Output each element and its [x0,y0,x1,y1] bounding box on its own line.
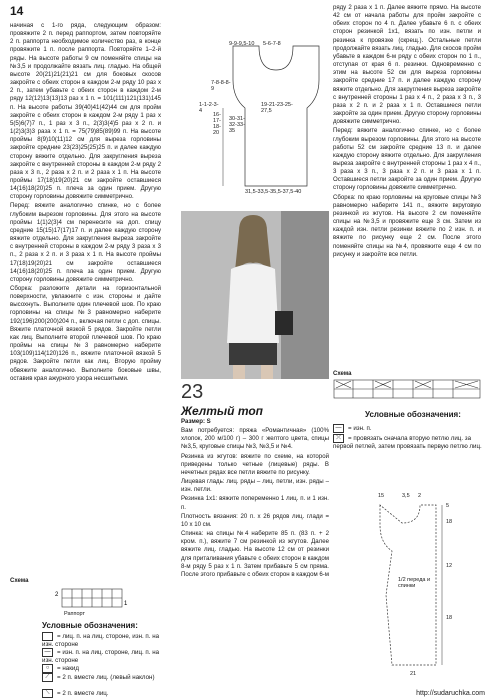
legend-title: Условные обозначения: [42,621,138,630]
paragraph: Сборка: по краю горловины на круговые спицы №3 равномерно наберите 141 п., вяжите вкруговую резинкой из жгутов. На высоте 2 см поменяйте спицы на №3,5 и провяжите еще 3 см. Затем из каждой изн. петли резинки вяжите по 2 изн. п. и вяжите по рисунку еще 2 см. После этого поменяйте спицы на №4, провяжите еще 4 см по рисунку и закройте все петли. [333,193,481,258]
schema-title-2: Схема [333,371,352,377]
pattern-diagram-right: 15 3,5 2 5 18 12 1/2 переда и спинки 18 21 [378,493,453,677]
yarn-over-icon: ○ [42,664,53,673]
middle-text-column [181,418,329,580]
left-text-column [10,22,161,384]
row-number: 1 [124,601,128,607]
dash-cell-icon: — [42,648,53,657]
legend-item: ⟍ = 2 п. вместе лиц. [42,689,162,698]
size-label: Размер: S [181,418,211,425]
pattern-diagram-top: 9-9-9,5-10 5-6-7-8 7-8-8-8-9 1-1-2-3-4 19-21-23-25-27,5 30-31-32-33-35 16-17-18-20 31,5-33,5-35,5-37,5-40 [195,36,335,207]
paragraph: начиная с 1-го ряда, следующим образом: провяжите 2 п. перед раппортом, затем повторяйте 2 п. раппорта необходимое количество раз, в конце провяжите 1 п. после раппорта. Повторяйте 1–2-й ряды. На высоте работы 9 см поменяйте спицы на №3,5 и продолжайте вязать лиц. гладью. На общей высоте 20(21)21(21)21 см для боковых скосов закройте с обеих сторон в каждом 2-м ряду 10 раз x 2 п., затем убавьте с обеих сторон в каждом 2-м ряду 12(12)13(13)13 раз x 1 п. = 101(111)121(131)145 п. На высоте работы 39(40)41(42)44 см для пройм закройте с обеих сторон в каждом 2-м ряду 1 раз x 5(5)6(7)7 п., 1 раз x 3 п., 2(3)3(4)5 раз x 2 п. и 1(2)3(3)3 раза x 1 п. = 75(79)85(89)99 п. На высоте проймы 8(9)10(11)12 см для выреза горловины закройте средние 23(23)25(25)25 п. и далее каждую сторону вяжите отдельно. Для закругления выреза закройте с внутренней стороны в каждом 2-м ряду 2 раза x 3 п., 2 раза x 2 п. и 2 раза x 1 п. На высоте проймы 17(18)19(20)21 см закройте оставшиеся 14(16)18(20)25 п. плеча за один прием. Другую сторону горловины довяжите симметрично. [10,22,161,201]
legend-item: — = изн. п. [333,424,483,433]
left-decrease-icon: ⟋ [42,673,53,682]
model-title: Желтый топ [181,404,264,418]
paragraph: Перед: вяжите аналогично спинке, но с более глубоким вырезом горловины. Для этого на высоте проймы 1(1)2(3)4 см перенесите на доп. спицу средние 15(15)17(17)17 п. и далее каждую сторону вяжите отдельно. Для закругления выреза закройте с внутренней стороны в каждом 2-м ряду 3 раза x 3 п., 2 раза x 2 п. и 3 раза x 1 п. На высоте проймы 17(18)19(20)21 см закройте оставшиеся 14(16)18(20)25 п. плеча за один прием. Другую сторону горловины довяжите симметрично. [10,202,161,283]
model-photo [181,211,329,379]
page-number: 14 [10,4,24,18]
paragraph: ряду 2 раза x 1 п. Далее вяжите прямо. На высоте 42 см от начала работы для пройм закройте с обеих сторон по 4 п. Далее убавьте 6 п. с обеих сторон резинкой 1x1, вязать по изн. петли и резинка к провязке (скрещ.). Остальные петли продолжайте вязать лиц. гладью. Для скосов пройм убавьте в каждом 6-м ряду с обеих сторон по 1 п., отступая от края 6 п. резинки. Одновременно с этим на высоте 52 см для выреза горловины закройте средние 17 п. и далее каждую сторону вяжите отдельно. Для закругления выреза закройте с внутренней стороны 1 раз x 4 п., 2 раза x 3 п., 3 раза x 2 п. и 2 раза x 1 п. Оставшиеся петли закройте за один прием. Другую сторону горловины довяжите симметрично. [333,4,481,126]
legend-title-2: Условные обозначения: [365,410,461,419]
dash-cell-icon: — [333,424,344,433]
right-decrease-icon: ⟍ [42,689,53,698]
stitch-chart-2 [333,379,483,406]
footer-url: http://sudaruchka.com [416,690,485,697]
legend-item: ○ = накид [42,664,162,673]
right-text-column [333,4,481,260]
cable-cross-icon: ⤫ [333,434,344,443]
model-number: 23 [181,381,204,403]
paragraph: Сборка: разложите детали на горизонтальной поверхности, увлажните с изн. стороны и дайте высохнуть. Выполните один плечевой шов. По краю горловины на спицы №3 равномерно наберите 192(196)200(200)204 п., включая петли с доп. спицы. Вяжите платочной вязкой 5 рядов. Закройте петли как лиц. Выполните второй плечевой шов. По краю проймы на спицы №3 равномерно наберите 103(109)114(120)126 п., вяжите платочной вязкой 5 рядов. Закройте петли как лиц. Вторую пройму обвяжите аналогично. Выполните боковые швы, оставив края ажурного узора несшитыми. [10,285,161,382]
legend-item: ⟋ = 2 п. вместе лиц. (левый наклон) [42,673,162,682]
legend-item: — = изн. п. на лиц. стороне, лиц. п. на изн. стороне [42,649,160,665]
legend-item: = лиц. п. на лиц. стороне, изн. п. на изн. стороне [42,633,160,649]
paragraph: Лицевая гладь: лиц. ряды – лиц. петли, изн. ряды – изн. петли. [181,478,329,494]
paragraph: Вам потребуется: пряжа «Романтичная» (100% хлопок, 200 м/100 г) – 300 г желтого цвета, спицы №3,5, круговые спицы №3, №3,5 и №4. [181,427,329,451]
legend-item: ⤫ = провязать сначала вторую петлю лиц. за первой петлей, затем провязать первую петлю лиц. [333,435,482,451]
paragraph: Спинка: на спицы №4 наберите 85 п. (83 п. + 2 кром. п.), вяжите 7 см резинкой из жгутов. Далее вяжите лиц. гладью. На высоте 12 см от резинки для приталивания убавьте с обеих сторон в каждом 8-м ряду 5 раз x 1 п. Затем прибавьте 5 см пряма. После этого прибавьте с обеих сторон в каждом 6-м [181,530,329,578]
paragraph: Перед: вяжите аналогично спинке, но с более глубоким вырезом горловины. Для этого на высоте работы 52 см закройте средние 13 п. и далее каждую сторону вяжите отдельно. Для закругления выреза закройте с внутренней стороны 1 раз x 4 п., 3 раза x 3 п., 3 раза x 2 п. и 3 раза x 1 п. Оставшиеся петли закройте за один прием. Другую сторону горловины довяжите симметрично. [333,127,481,192]
row-number: 2 [55,592,59,598]
paragraph: Плотность вязания: 20 п. x 26 рядов лиц. глади = 10 x 10 см. [181,512,329,528]
paragraph: Резинка из жгутов: вяжите по схеме, на которой приведены только четные (лицевые) ряды. В нечетных рядах все петли вяжите по рисунку. [181,452,329,476]
paragraph: Резинка 1x1: вяжите попеременно 1 лиц. п. и 1 изн. п. [181,495,329,511]
blank-cell-icon [42,632,53,641]
repeat-label: Раппорт [64,611,86,617]
schema-title: Схема [10,578,29,584]
